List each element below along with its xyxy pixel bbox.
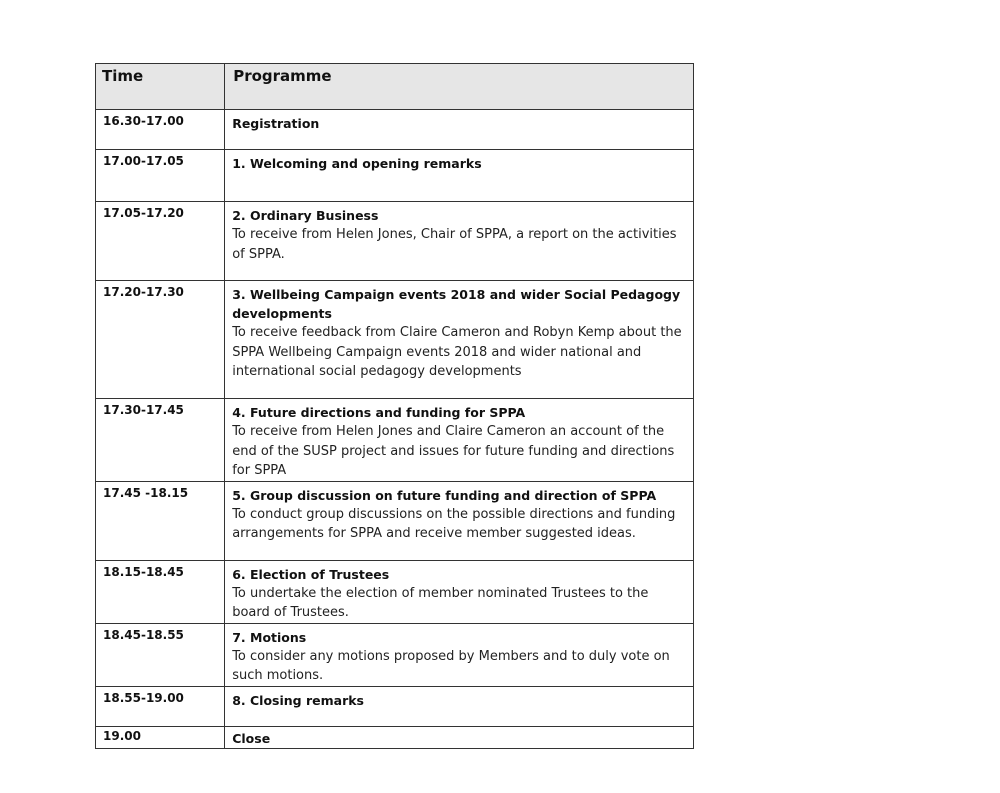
table-row: [96, 202, 694, 281]
item-title: 4. Future directions and funding for SPPA: [232, 405, 526, 420]
programme-cell: [225, 623, 694, 686]
table-row: [96, 281, 694, 399]
programme-cell: [225, 686, 694, 726]
item-title: 1. Welcoming and opening remarks: [232, 156, 482, 171]
item-title: 3. Wellbeing Campaign events 2018 and wider Social Pedagogy developments: [232, 287, 681, 321]
item-description: To receive from Helen Jones and Claire Cameron an account of the end of the SUSP project and issues for future funding and directions for SPPA: [232, 424, 675, 478]
time-cell: 16.30-17.00: [96, 110, 225, 150]
programme-cell: [225, 281, 694, 399]
time-cell: 17.45 -18.15: [96, 481, 225, 560]
item-description: To undertake the election of member nominated Trustees to the board of Trustees.: [232, 585, 649, 620]
time-cell: 17.05-17.20: [96, 202, 225, 281]
item-title: 7. Motions: [232, 629, 307, 645]
table-row: [96, 481, 694, 560]
programme-cell: [225, 110, 694, 150]
table-row: [96, 726, 694, 748]
programme-cell: [225, 481, 694, 560]
time-cell: 17.30-17.45: [96, 399, 225, 482]
item-description: To conduct group discussions on the possible directions and funding arrangements for SPPA and receive member suggested ideas.: [232, 506, 676, 541]
programme-cell: [225, 726, 694, 748]
item-title: 2. Ordinary Business: [232, 208, 379, 223]
programme-cell: [225, 399, 694, 482]
table-row: [96, 686, 694, 726]
table-row: [96, 150, 694, 202]
item-description: To consider any motions proposed by Members and to duly vote on such motions.: [232, 648, 670, 683]
table-row: [96, 560, 694, 623]
time-cell: 18.15-18.45: [96, 560, 225, 623]
programme-cell: [225, 150, 694, 202]
time-cell: 17.20-17.30: [96, 281, 225, 399]
header-row: [96, 64, 694, 110]
item-title: 6. Election of Trustees: [232, 566, 390, 582]
programme-column-header: Programme: [225, 64, 694, 110]
agenda-table: [95, 63, 694, 749]
item-title: 8. Closing remarks: [232, 692, 364, 708]
item-title: 5. Group discussion on future funding and direction of SPPA: [232, 487, 657, 503]
time-cell: 18.55-19.00: [96, 686, 225, 726]
item-title: Registration: [232, 116, 320, 131]
time-column-header: Time: [96, 64, 225, 110]
table-row: [96, 110, 694, 150]
item-description: To receive from Helen Jones, Chair of SPPA, a report on the activities of SPPA.: [232, 227, 677, 262]
item-title: Close: [232, 730, 271, 746]
programme-cell: [225, 202, 694, 281]
item-description: To receive feedback from Claire Cameron and Robyn Kemp about the SPPA Wellbeing Campaign events 2018 and wider national and international social pedagogy developments: [232, 325, 682, 379]
time-cell: 19.00: [96, 726, 225, 748]
programme-cell: [225, 560, 694, 623]
table-row: [96, 399, 694, 482]
time-cell: 17.00-17.05: [96, 150, 225, 202]
table-row: [96, 623, 694, 686]
time-cell: 18.45-18.55: [96, 623, 225, 686]
